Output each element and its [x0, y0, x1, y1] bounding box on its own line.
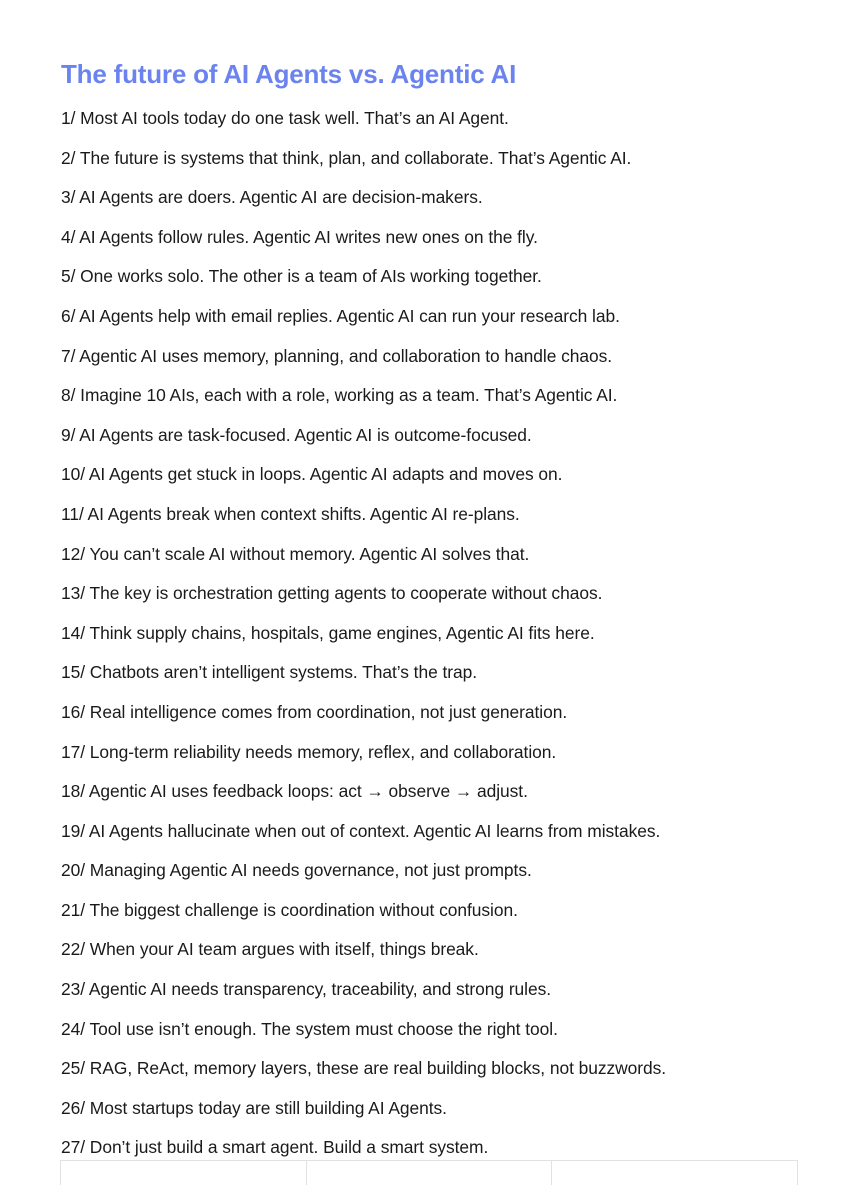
empty-table-row [60, 1160, 798, 1185]
list-item: 27/ Don’t just build a smart agent. Build a smart system. [61, 1137, 489, 1158]
list-item: 10/ AI Agents get stuck in loops. Agentic AI adapts and moves on. [61, 464, 563, 485]
list-item: 13/ The key is orchestration getting agents to cooperate without chaos. [61, 583, 603, 604]
list-item: 18/ Agentic AI uses feedback loops: act → observe → adjust. [61, 781, 528, 802]
list-item: 8/ Imagine 10 AIs, each with a role, working as a team. That’s Agentic AI. [61, 385, 618, 406]
table-cell [306, 1161, 552, 1185]
list-item: 15/ Chatbots aren’t intelligent systems. That’s the trap. [61, 662, 478, 683]
list-item: 9/ AI Agents are task-focused. Agentic AI is outcome-focused. [61, 424, 532, 445]
list-item: 12/ You can’t scale AI without memory. Agentic AI solves that. [61, 543, 530, 564]
list-item: 1/ Most AI tools today do one task well. That’s an AI Agent. [61, 108, 509, 128]
list-item: 14/ Think supply chains, hospitals, game engines, Agentic AI fits here. [61, 622, 595, 643]
list-item: 24/ Tool use isn’t enough. The system must choose the right tool. [61, 1018, 558, 1039]
list-item: 20/ Managing Agentic AI needs governance, not just prompts. [61, 860, 532, 881]
list-item: 22/ When your AI team argues with itself, things break. [61, 939, 479, 960]
list-item: 25/ RAG, ReAct, memory layers, these are real building blocks, not buzzwords. [61, 1058, 667, 1079]
list-item: 2/ The future is systems that think, plan, and collaborate. That’s Agentic AI. [61, 147, 632, 168]
list-item: 26/ Most startups today are still building AI Agents. [61, 1097, 447, 1118]
list-item: 3/ AI Agents are doers. Agentic AI are decision-makers. [61, 187, 483, 208]
list-item: 4/ AI Agents follow rules. Agentic AI writes new ones on the fly. [61, 226, 538, 247]
list-item: 7/ Agentic AI uses memory, planning, and collaboration to handle chaos. [61, 345, 613, 366]
list-item: 21/ The biggest challenge is coordination without confusion. [61, 899, 518, 920]
list-item: 17/ Long-term reliability needs memory, reflex, and collaboration. [61, 741, 557, 762]
list-item: 6/ AI Agents help with email replies. Agentic AI can run your research lab. [61, 305, 620, 326]
table-cell [61, 1161, 306, 1185]
list-item: 5/ One works solo. The other is a team of AIs working together. [61, 266, 542, 287]
statement-list [61, 98, 666, 1167]
list-item: 16/ Real intelligence comes from coordination, not just generation. [61, 701, 568, 722]
document-title: The future of AI Agents vs. Agentic AI [61, 59, 517, 89]
list-item: 11/ AI Agents break when context shifts. Agentic AI re-plans. [61, 503, 520, 524]
list-item: 23/ Agentic AI needs transparency, traceability, and strong rules. [61, 979, 552, 1000]
table-cell [551, 1161, 797, 1185]
list-item: 19/ AI Agents hallucinate when out of context. Agentic AI learns from mistakes. [61, 820, 661, 841]
